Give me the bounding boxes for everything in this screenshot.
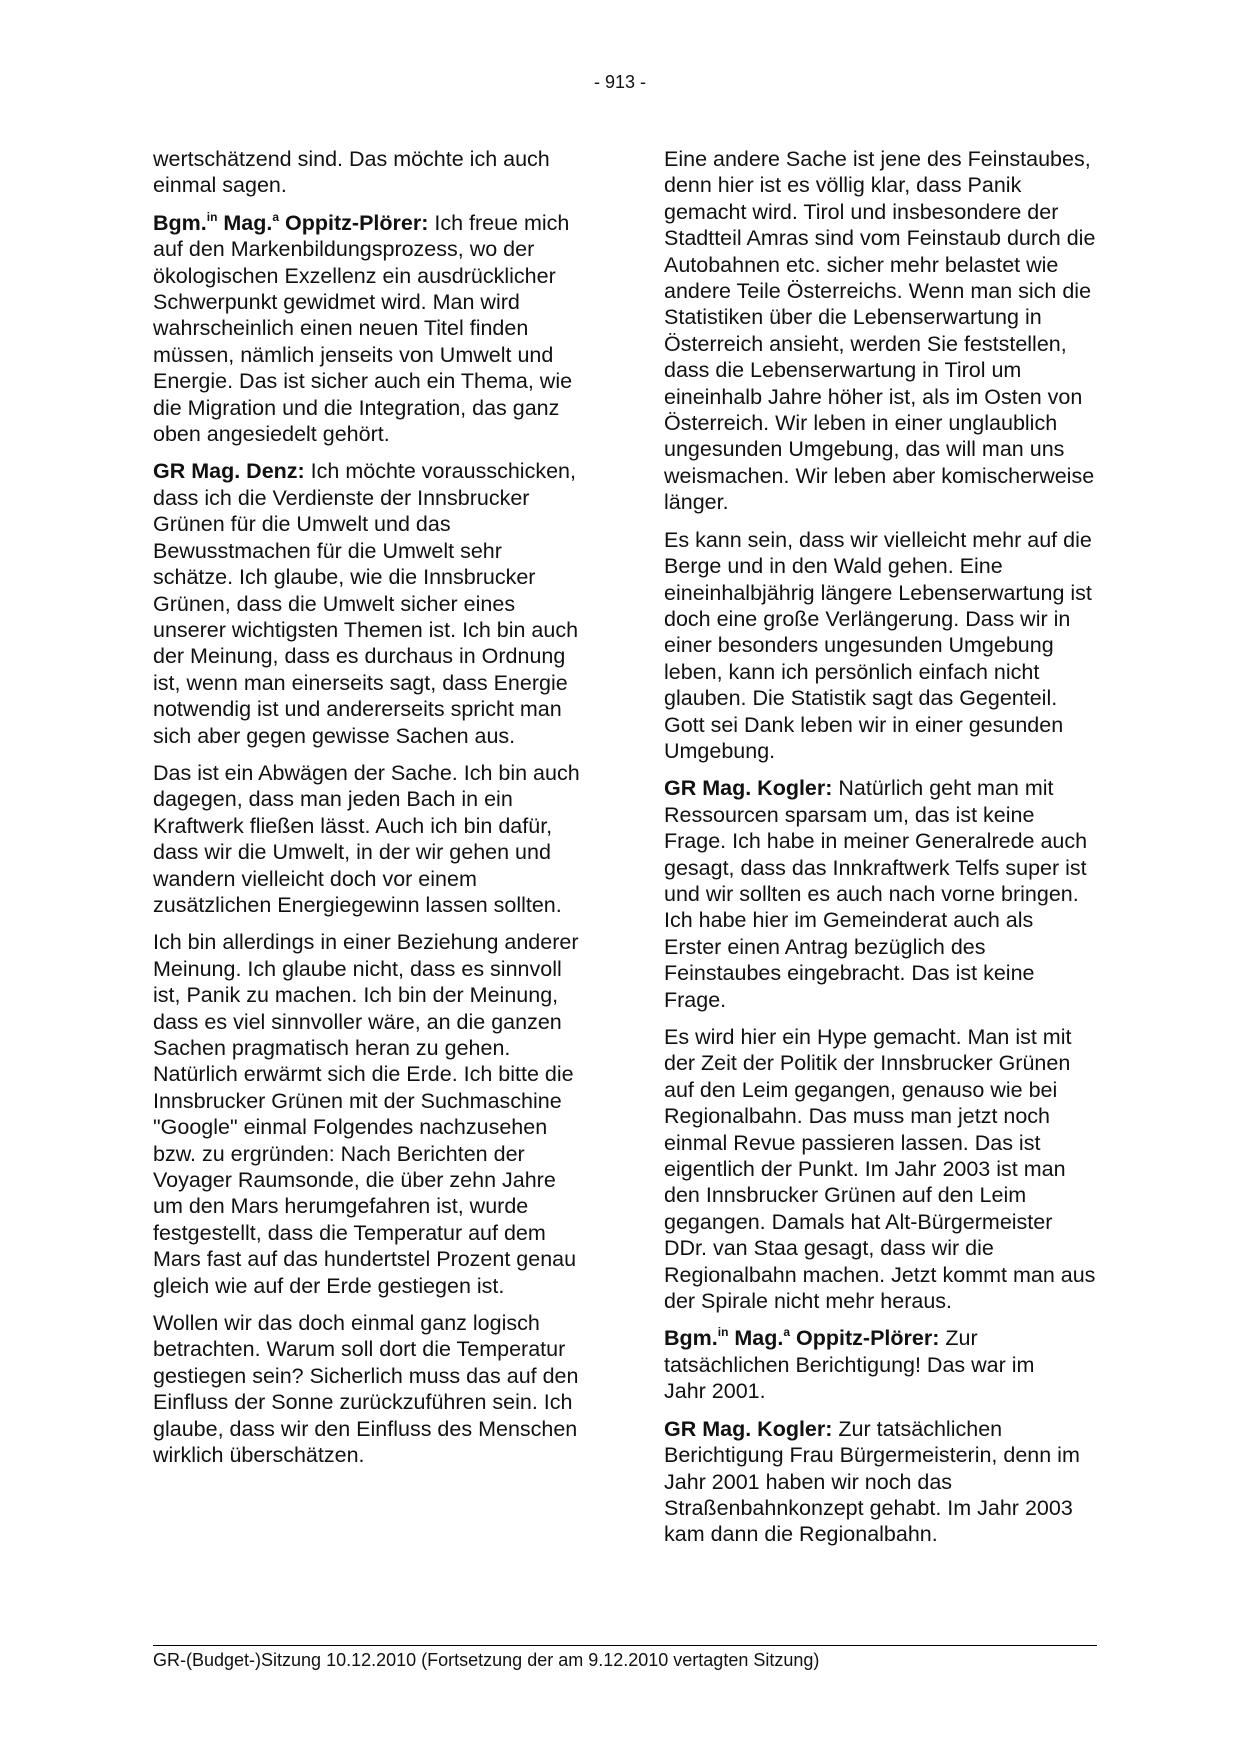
speech-text: Zur tatsächlichen Berichtigung Frau Bürgermeisterin, denn im Jahr 2001 haben wir noch das Straßenbahnkonzept gehabt. Im Jahr 2003 kam dann die Regionalbahn. (664, 1416, 1080, 1547)
paragraph (153, 210, 585, 448)
speech-text: Natürlich geht man mit Ressourcen sparsam um, das ist keine Frage. Ich habe in meiner Generalrede auch gesagt, dass das Innkraftwerk Telfs super ist und wir sollten es auch nach vorne bringen. Ich habe hier im Gemeinderat auch als Erster einen Antrag bezüglich des Feinstaubes eingebracht. Das ist keine Frage. (664, 776, 1088, 1012)
speech-text: Ich möchte vorausschicken, dass ich die Verdienste der Innsbrucker Grünen für die Umwelt und das Bewusstmachen für die Umwelt sehr schätze. Ich glaube, wie die Innsbrucker Grünen, dass die Umwelt sicher eines unserer wichtigsten Themen ist. Ich bin auch der Meinung, dass es durchaus in Ordnung ist, wenn man einerseits sagt, dass Energie notwendig ist und andererseits spricht man sich aber gegen gewisse Sachen aus. (153, 459, 579, 748)
speaker-name: GR Mag. Denz: (153, 459, 305, 484)
speaker-name: GR Mag. Kogler: (664, 1416, 833, 1441)
paragraph: Wollen wir das doch einmal ganz logisch betrachten. Warum soll dort die Temperatur gestiegen sein? Sicherlich muss das auf den Einfluss der Sonne zurückzuführen sein. Ich glaube, dass wir den Einfluss des Menschen wirklich überschätzen. (153, 1311, 579, 1468)
paragraph (153, 458, 585, 748)
left-column (153, 146, 585, 1480)
footer-text: GR-(Budget-)Sitzung 10.12.2010 (Fortsetzung der am 9.12.2010 vertagten Sitzung) (153, 1650, 820, 1670)
paragraph: Eine andere Sache ist jene des Feinstaubes, denn hier ist es völlig klar, dass Panik gemacht wird. Tirol und insbesondere der Stadtteil Amras sind vom Feinstaub durch die Autobahnen etc. sicher mehr belastet wie andere Teile Österreichs. Wenn man sich die Statistiken über die Lebenserwartung in Österreich ansieht, werden Sie feststellen, dass die Lebenserwartung in Tirol um eineinhalb Jahre höher ist, als im Osten von Österreich. Wir leben in einer unglaublich ungesunden Umgebung, das will man uns weismachen. Wir leben aber komischerweise länger. (664, 147, 1096, 515)
speech-text: Ich freue mich auf den Markenbildungsprozess, wo der ökologischen Exzellenz ein ausdrücklicher Schwerpunkt gewidmet wird. Man wird wahrscheinlich einen neuen Titel finden müssen, nämlich jenseits von Umwelt und Energie. Das ist sicher auch ein Thema, wie die Migration und die Integration, das ganz oben angesiedelt gehört. (153, 210, 573, 447)
paragraph (664, 1325, 1096, 1404)
paragraph: Ich bin allerdings in einer Beziehung anderer Meinung. Ich glaube nicht, dass es sinnvoll ist, Panik zu machen. Ich bin der Meinung, dass es viel sinnvoller wäre, an die ganzen Sachen pragmatisch heran zu gehen. Natürlich erwärmt sich die Erde. Ich bitte die Innsbrucker Grünen mit der Suchmaschine "Google" einmal Folgendes nachzusehen bzw. zu ergründen: Nach Berichten der Voyager Raumsonde, die über zehn Jahre um den Mars herumgefahren ist, wurde festgestellt, dass die Temperatur auf dem Mars fast auf das hundertstel Prozent genau gleich wie auf der Erde gestiegen ist. (153, 930, 579, 1298)
speech-text: Jahr 2001. (664, 1379, 766, 1404)
paragraph (664, 1416, 1096, 1548)
paragraph: Es wird hier ein Hype gemacht. Man ist mit der Zeit der Politik der Innsbrucker Grünen auf den Leim gegangen, genauso wie bei Regionalbahn. Das muss man jetzt noch einmal Revue passieren lassen. Das ist eigentlich der Punkt. Im Jahr 2003 ist man den Innsbrucker Grünen auf den Leim gegangen. Damals hat Alt-Bürgermeister DDr. van Staa gesagt, dass wir die Regionalbahn machen. Jetzt kommt man aus der Spirale nicht mehr heraus. (664, 1025, 1096, 1314)
speech-text: Zur tatsächlichen Berichtigung! Das war im (664, 1326, 1035, 1377)
speaker-name: Bgm.$^{in}$ Mag.$^a$ Oppitz-Plörer: (153, 209, 429, 235)
speaker-name: GR Mag. Kogler: (664, 776, 833, 801)
paragraph: Es kann sein, dass wir vielleicht mehr auf die Berge und in den Wald gehen. Eine eineinhalbjährig längere Lebenserwartung ist doch eine große Verlängerung. Dass wir in einer besonders ungesunden Umgebung leben, kann ich persönlich einfach nicht glauben. Die Statistik sagt das Gegenteil. Gott sei Dank leben wir in einer gesunden Umgebung. (664, 527, 1092, 763)
page-number: - 913 - (593, 72, 647, 92)
speaker-name: Bgm.$^{in}$ Mag.$^a$ Oppitz-Plörer: (664, 1325, 940, 1351)
right-column (664, 146, 1096, 1559)
footer-divider (153, 1645, 1097, 1646)
paragraph: Das ist ein Abwägen der Sache. Ich bin auch dagegen, dass man jeden Bach in ein Kraftwerk fließen lässt. Auch ich bin dafür, dass wir die Umwelt, in der wir gehen und wandern vielleicht doch vor einem zusätzlichen Energiegewinn lassen sollten. (153, 760, 580, 917)
paragraph: wertschätzend sind. Das möchte ich auch einmal sagen. (153, 147, 550, 198)
paragraph (664, 775, 1096, 1013)
